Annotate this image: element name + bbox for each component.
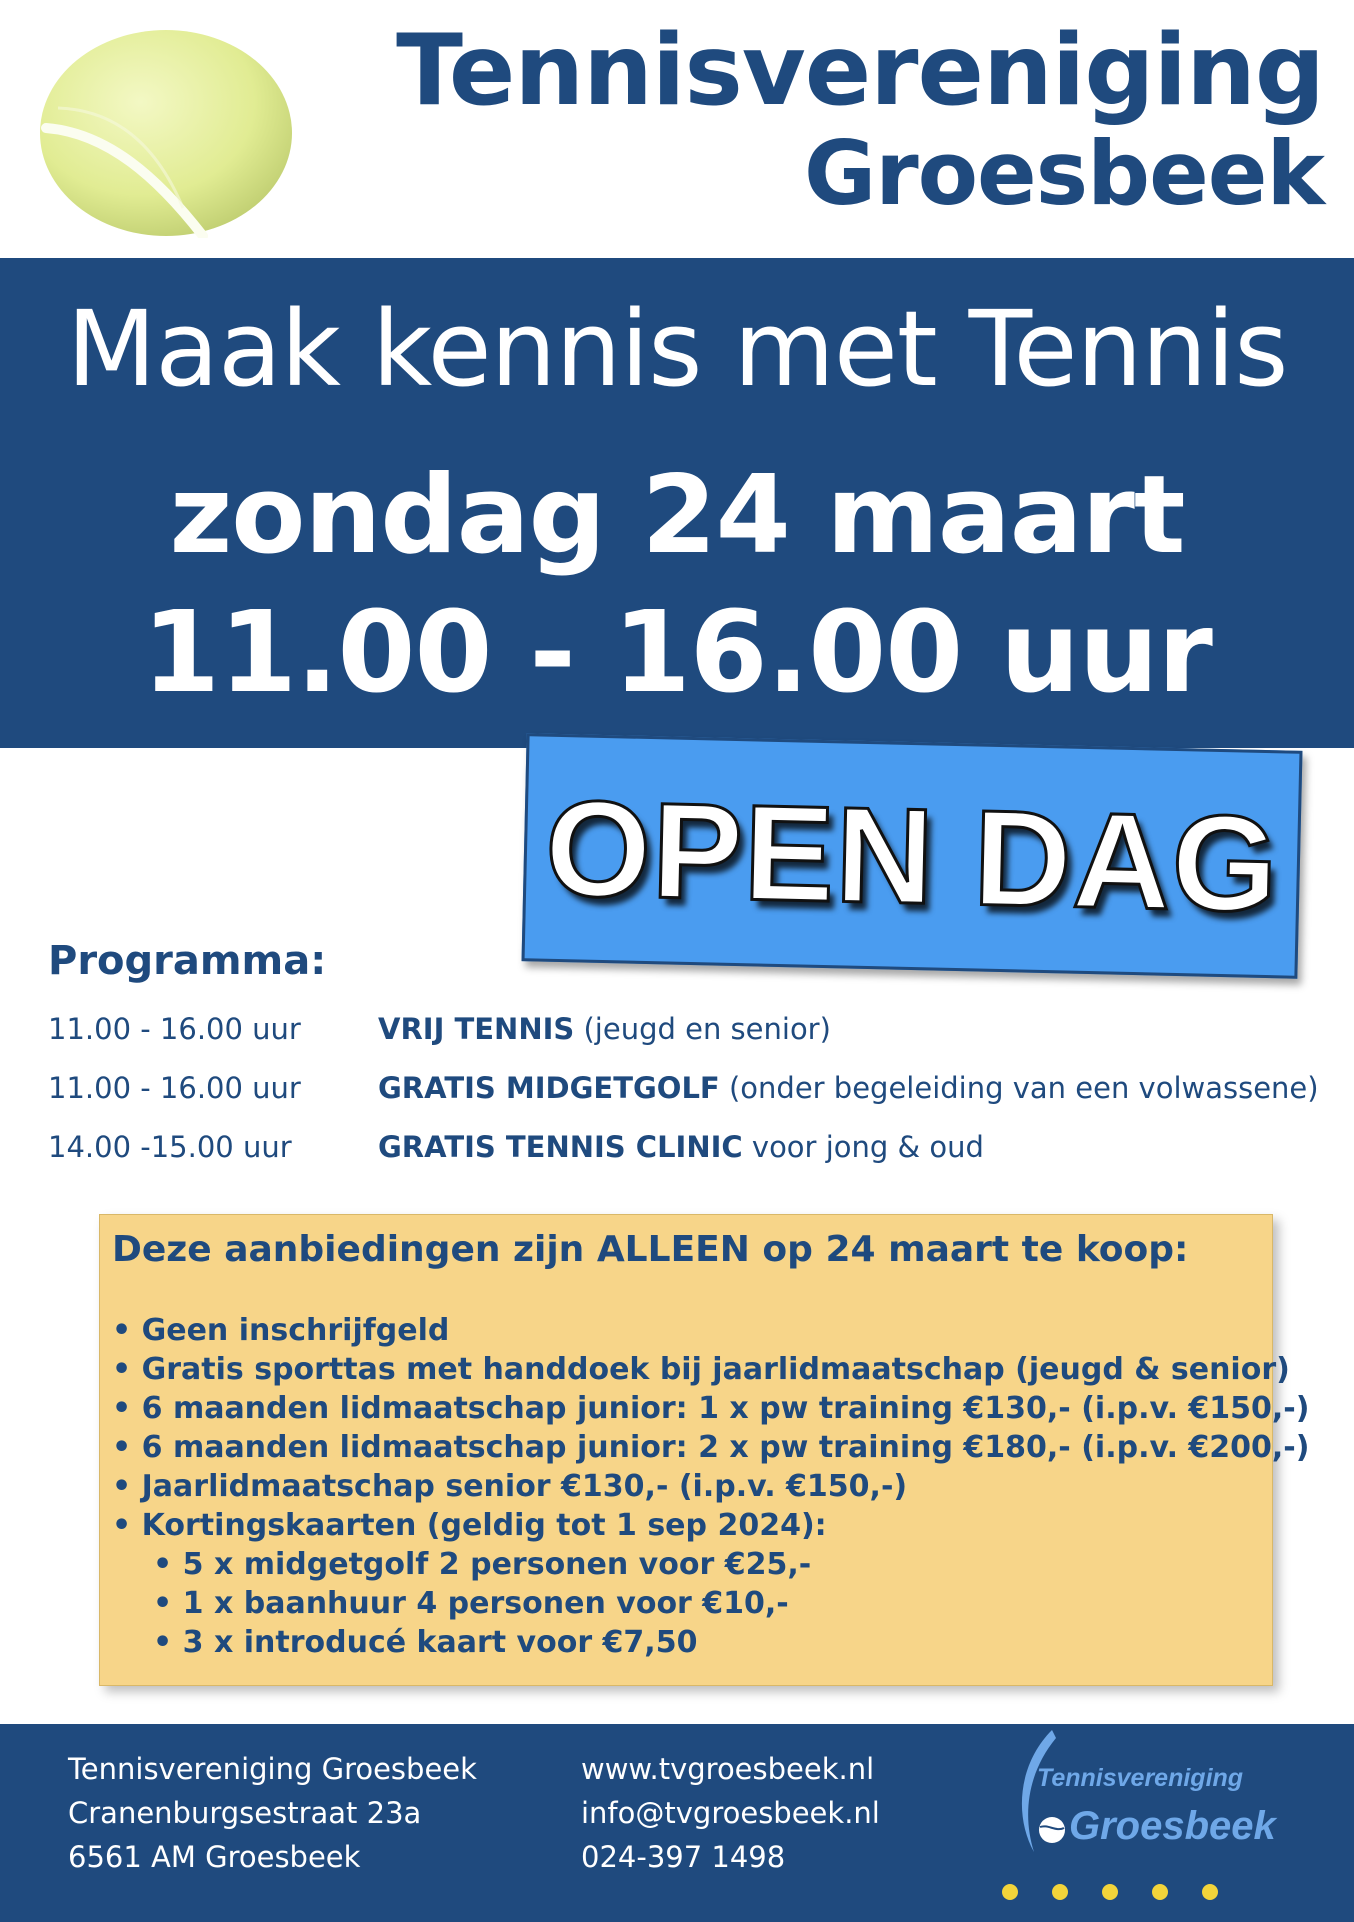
- hero-headline: Maak kennis met Tennis: [66, 288, 1288, 410]
- programma-activity: GRATIS MIDGETGOLF: [378, 1071, 720, 1105]
- logo-text-line2: Groesbeek: [1069, 1804, 1276, 1848]
- programma-time: 14.00 -15.00 uur: [48, 1130, 292, 1164]
- programma-activity: GRATIS TENNIS CLINIC: [378, 1130, 743, 1164]
- offers-title: Deze aanbiedingen zijn ALLEEN op 24 maart te koop:: [112, 1229, 1189, 1270]
- programma-desc: [378, 1071, 1319, 1105]
- event-date: zondag 24 maart: [169, 453, 1185, 578]
- offer-item: • Geen inschrijfgeld: [112, 1313, 450, 1348]
- footer-website-link[interactable]: www.tvgroesbeek.nl: [581, 1752, 875, 1786]
- event-time: 11.00 - 16.00 uur: [142, 588, 1212, 718]
- club-title: [396, 14, 1324, 225]
- footer-postal-city: 6561 AM Groesbeek: [68, 1840, 361, 1874]
- programma-time: 11.00 - 16.00 uur: [48, 1071, 301, 1105]
- offer-item: • Kortingskaarten (geldig tot 1 sep 2024):: [112, 1508, 827, 1543]
- programma-desc: [378, 1130, 984, 1164]
- offer-subitem: • 5 x midgetgolf 2 personen voor €25,-: [153, 1547, 812, 1582]
- programma-note: (jeugd en senior): [574, 1012, 831, 1046]
- footer-phone: 024-397 1498: [581, 1840, 786, 1874]
- open-dag-badge: [522, 733, 1303, 979]
- footer-club-name: Tennisvereniging Groesbeek: [68, 1752, 477, 1786]
- offer-item: • Gratis sporttas met handdoek bij jaarlidmaatschap (jeugd & senior): [112, 1352, 1290, 1387]
- programma-title: Programma:: [48, 938, 327, 984]
- club-title-line2: Groesbeek: [803, 122, 1324, 225]
- club-title-line1: Tennisvereniging: [396, 14, 1324, 128]
- programma-time: 11.00 - 16.00 uur: [48, 1012, 301, 1046]
- logo-text-line1: Tennisvereniging: [1037, 1764, 1244, 1792]
- open-dag-text: OPEN DAG: [543, 771, 1281, 941]
- programma-note: (onder begeleiding van een volwassene): [719, 1071, 1319, 1105]
- footer-street: Cranenburgsestraat 23a: [68, 1796, 422, 1830]
- offer-item: • Jaarlidmaatschap senior €130,- (i.p.v. €150,-): [112, 1469, 908, 1504]
- hero-banner: [0, 258, 1354, 748]
- programma-desc: [378, 1012, 831, 1046]
- offer-subitem: • 1 x baanhuur 4 personen voor €10,-: [153, 1586, 789, 1621]
- offer-item: • 6 maanden lidmaatschap junior: 1 x pw training €130,- (i.p.v. €150,-): [112, 1391, 1310, 1426]
- tennis-ball-icon: [38, 28, 294, 238]
- offers-box: [99, 1214, 1310, 1686]
- programma-note: voor jong & oud: [742, 1130, 984, 1164]
- logo-ball-icon: [1039, 1817, 1065, 1843]
- offer-item: • 6 maanden lidmaatschap junior: 2 x pw training €180,- (i.p.v. €200,-): [112, 1430, 1310, 1465]
- footer-email-link[interactable]: info@tvgroesbeek.nl: [581, 1796, 880, 1830]
- offer-subitem: • 3 x introducé kaart voor €7,50: [153, 1625, 698, 1660]
- decorative-dots: [998, 1882, 1230, 1902]
- programma-activity: VRIJ TENNIS: [378, 1012, 575, 1046]
